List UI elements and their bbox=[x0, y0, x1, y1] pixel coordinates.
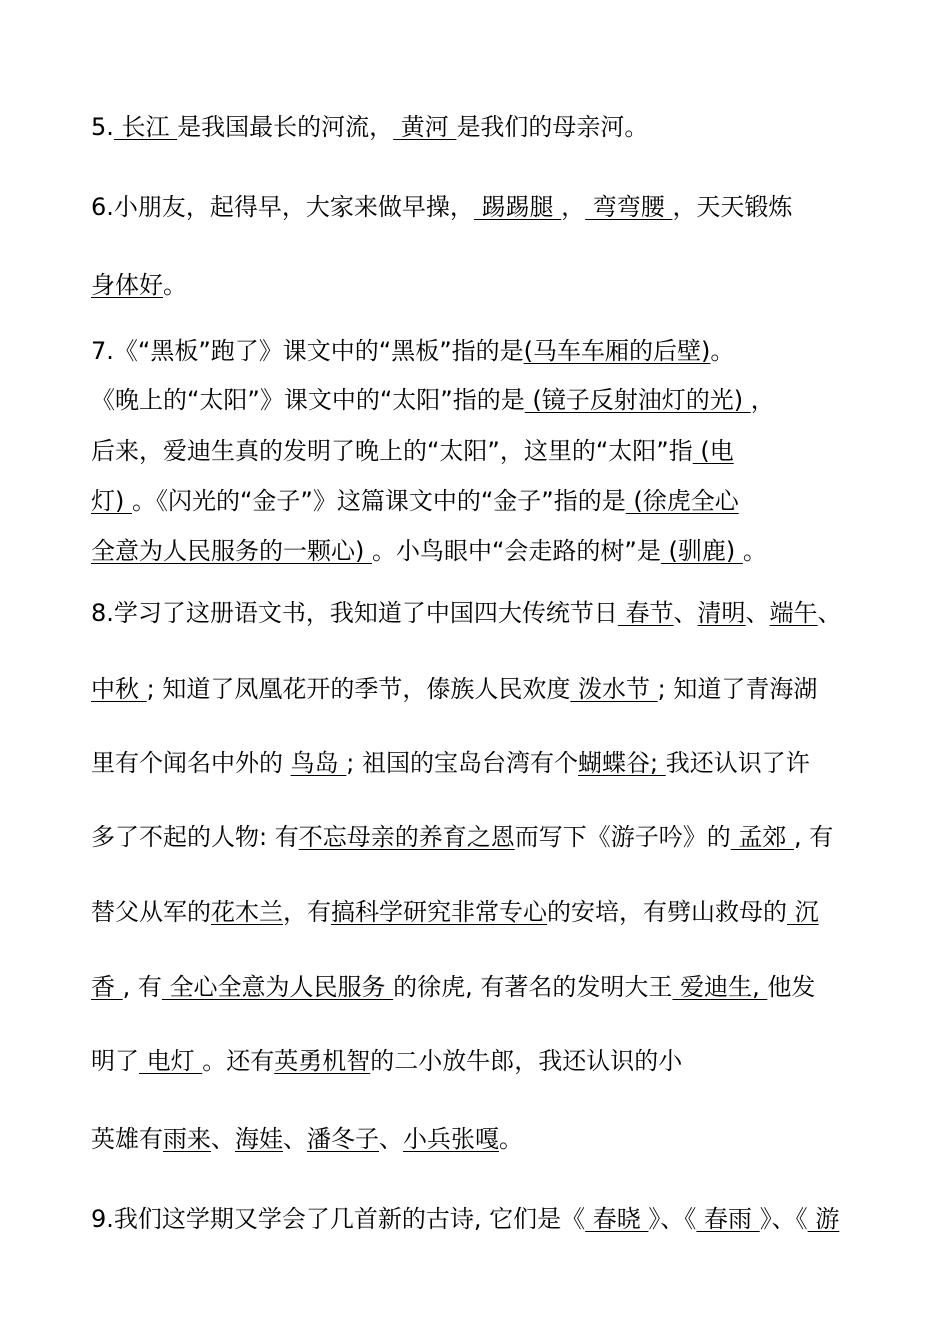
answer-blank: 雨来 bbox=[163, 1125, 211, 1153]
answer-blank: 香 bbox=[91, 973, 123, 1001]
answer-blank: (电 bbox=[692, 437, 734, 465]
answer-blank: 端午 bbox=[769, 599, 818, 627]
answer-blank: 小兵张嘎 bbox=[403, 1125, 499, 1153]
line-q7-d: 灯) 。《闪光的“金子”》这篇课文中的“金子”指的是 (徐虎全心 bbox=[91, 487, 739, 515]
answer-blank: 游 bbox=[807, 1205, 840, 1233]
line-q5: 5. 长江 是我国最长的河流， 黄河 是我们的母亲河。 bbox=[91, 113, 649, 141]
line-q8-d: 多了不起的人物: 有不忘母亲的养育之恩而写下《游子吟》的 孟郊 , 有 bbox=[91, 823, 834, 851]
answer-blank: 黄河 bbox=[393, 113, 457, 141]
answer-blank: 孟郊 bbox=[730, 823, 794, 851]
line-q6: 6.小朋友，起得早，大家来做早操， 踢踢腿 ， 弯弯腰 ，天天锻炼 bbox=[91, 193, 793, 221]
answer-blank: 搞科学研究非常专心 bbox=[331, 898, 547, 926]
answer-blank: 踢踢腿 bbox=[473, 193, 562, 221]
answer-blank: 全意为人民服务的一颗心) bbox=[91, 537, 372, 565]
answer-blank: 春晓 bbox=[585, 1205, 649, 1233]
answer-blank: 灯) bbox=[91, 487, 132, 515]
answer-blank: 清明 bbox=[697, 599, 746, 627]
answer-blank: (徐虎全心 bbox=[625, 487, 739, 515]
line-q7-e: 全意为人民服务的一颗心) 。小鸟眼中“会走路的树”是 (驯鹿) 。 bbox=[91, 537, 767, 565]
answer-blank: 沉 bbox=[787, 898, 819, 926]
answer-blank: (驯鹿) bbox=[660, 537, 743, 565]
line-q8: 8.学习了这册语文书，我知道了中国四大传统节日 春节、清明、端午、 bbox=[91, 599, 842, 627]
answer-blank: 全心全意为人民服务 bbox=[161, 973, 394, 1001]
line-q9: 9.我们这学期又学会了几首新的古诗, 它们是《 春晓 》、《 春雨 》、《 游 bbox=[91, 1205, 840, 1233]
answer-blank: 不忘母亲的养育之恩 bbox=[298, 823, 515, 851]
answer-blank: 长江 bbox=[113, 113, 178, 141]
line-q8-h: 英雄有雨来、海娃、潘冬子、小兵张嘎。 bbox=[91, 1125, 523, 1153]
line-q6-cont: 身体好。 bbox=[91, 271, 187, 299]
line-q8-c: 里有个闻名中外的 鸟岛 ; 祖国的宝岛台湾有个蝴蝶谷; 我还认识了许 bbox=[91, 749, 810, 777]
line-q8-g: 明了 电灯 。还有英勇机智的二小放牛郎，我还认识的小 bbox=[91, 1047, 683, 1075]
line-q8-b: 中秋 ; 知道了凤凰花开的季节，傣族人民欢度 泼水节 ; 知道了青海湖 bbox=[91, 675, 818, 703]
answer-blank: 中秋 bbox=[91, 675, 147, 703]
answer-blank: 英勇机智 bbox=[274, 1047, 371, 1075]
line-q7-c: 后来，爱迪生真的发明了晚上的“太阳”，这里的“太阳”指 (电 bbox=[91, 437, 734, 465]
answer-blank: 电灯 bbox=[139, 1047, 203, 1075]
answer-blank: 潘冬子 bbox=[307, 1125, 379, 1153]
answer-blank: 身体好 bbox=[91, 271, 163, 299]
answer-blank: 春节 bbox=[617, 599, 674, 627]
answer-blank: 春雨 bbox=[696, 1205, 760, 1233]
answer-blank: 鸟岛 bbox=[290, 749, 347, 777]
line-q8-f: 香 , 有 全心全意为人民服务 的徐虎, 有著名的发明大王 爱迪生, 他发 bbox=[91, 973, 816, 1001]
line-q7: 7.《“黑板”跑了》课文中的“黑板”指的是(马车车厢的后壁)。 bbox=[91, 337, 735, 365]
answer-blank: 蝴蝶谷; bbox=[578, 749, 666, 777]
answer-blank: 爱迪生, bbox=[672, 973, 768, 1001]
answer-blank: (马车车厢的后壁) bbox=[523, 337, 711, 365]
line-q8-e: 替父从军的花木兰，有搞科学研究非常专心的安培，有劈山救母的 沉 bbox=[91, 898, 819, 926]
answer-blank: 海娃 bbox=[235, 1125, 283, 1153]
answer-blank: 泼水节 bbox=[570, 675, 658, 703]
answer-blank: (镜子反射油灯的光) bbox=[524, 386, 751, 414]
answer-blank: 花木兰 bbox=[211, 898, 283, 926]
answer-blank: 弯弯腰 bbox=[585, 193, 673, 221]
line-q7-b: 《晚上的“太阳”》课文中的“太阳”指的是 (镜子反射油灯的光) ， bbox=[91, 386, 775, 414]
